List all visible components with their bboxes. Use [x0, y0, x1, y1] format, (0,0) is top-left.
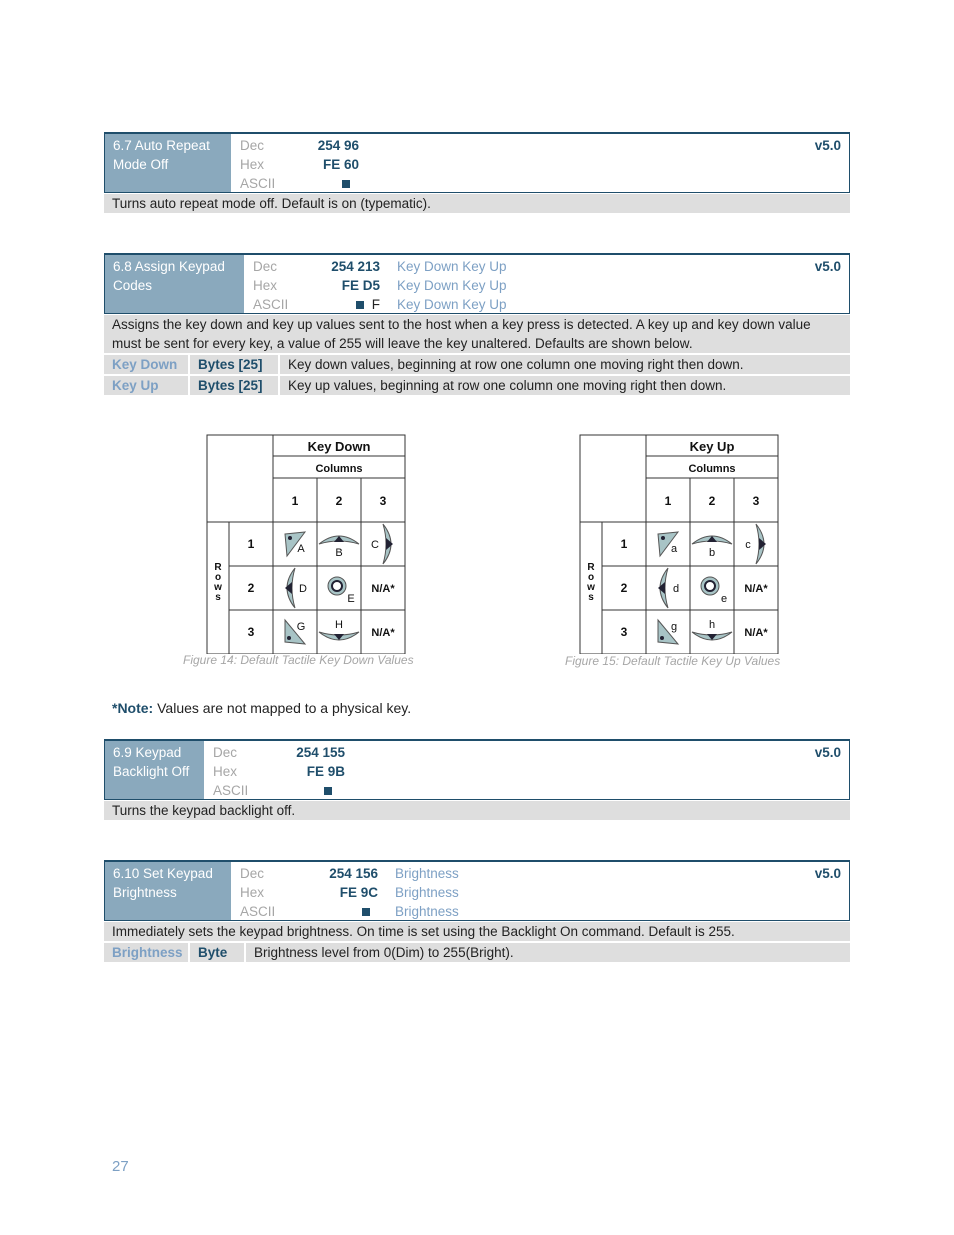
columns-label: Columns [315, 463, 363, 475]
row-number: 1 [620, 537, 628, 551]
rows-label-char: o [587, 572, 595, 583]
version: v5.0 [814, 259, 841, 274]
key-label: b [708, 547, 716, 559]
dec-label: Dec [240, 138, 265, 153]
param-row [104, 355, 850, 374]
param-type: Byte [190, 943, 244, 962]
hex-value: FE 9C [339, 885, 378, 900]
hex-label: Hex [213, 764, 238, 779]
param-desc: Key up values, beginning at row one column one moving right then down. [280, 376, 850, 395]
param-name: Brightness [104, 943, 188, 962]
param-desc: Brightness level from 0(Dim) to 255(Bright). [246, 943, 850, 962]
rows-label-char: R [214, 562, 222, 573]
command-description: Immediately sets the keypad brightness. On time is set using the Backlight On command. Default is 255. [104, 922, 850, 941]
rows-label-char: s [588, 592, 594, 603]
column-number: 1 [291, 494, 299, 508]
key-label: g [670, 621, 678, 633]
row-number: 1 [247, 537, 255, 551]
key-label: B [335, 547, 343, 559]
key-cell [658, 568, 679, 608]
key-label: e [720, 593, 728, 605]
ascii-value [271, 781, 332, 800]
row-number: 3 [620, 625, 628, 639]
hex-label: Hex [240, 885, 265, 900]
figure-caption: Figure 14: Default Tactile Key Down Values [183, 653, 414, 667]
command-title: 6.8 Assign Keypad Codes [105, 255, 244, 313]
dec-value: 254 213 [331, 259, 380, 274]
center-key-ring [705, 581, 715, 591]
rows-label-char: s [215, 592, 221, 603]
command-assign-keypad-codes [104, 253, 850, 395]
column-number: 3 [752, 494, 760, 508]
ascii-value [298, 902, 378, 921]
key-label: N/A* [371, 627, 395, 639]
hex-value: FE D5 [341, 278, 380, 293]
param-name: Key Up [104, 376, 188, 395]
corner-dot-icon [661, 536, 665, 540]
command-description: Turns the keypad backlight off. [104, 801, 850, 820]
params: Key Down Key Up [397, 259, 507, 274]
dec-value: 254 155 [296, 745, 345, 760]
key-cell [658, 620, 678, 644]
key-cell [319, 619, 359, 640]
ascii-value [298, 174, 350, 193]
ascii-value: F [311, 295, 380, 314]
param-type: Bytes [25] [190, 355, 278, 374]
command-title: 6.7 Auto Repeat Mode Off [105, 134, 231, 192]
key-cell [285, 568, 307, 608]
command-set-keypad-brightness [104, 860, 850, 962]
dec-value: 254 156 [329, 866, 378, 881]
param-desc: Key down values, beginning at row one column one moving right then down. [280, 355, 850, 374]
figure-title: Key Up [689, 439, 735, 454]
key-label: a [670, 543, 678, 555]
key-label: h [708, 619, 716, 631]
version: v5.0 [814, 138, 841, 153]
rows-label-char: R [587, 562, 595, 573]
key-label: H [335, 619, 343, 631]
key-cell [692, 619, 732, 640]
key-up-figure [579, 434, 779, 654]
params: Brightness [395, 885, 459, 900]
key-label: G [296, 621, 306, 633]
key-cell [285, 620, 305, 644]
key-down-figure [206, 434, 406, 654]
command-keypad-backlight-off [104, 739, 850, 820]
key-label: E [347, 593, 355, 605]
rows-label-char: w [214, 582, 222, 593]
key-label: d [672, 583, 680, 595]
key-label: D [299, 583, 307, 595]
rows-label-char: o [214, 572, 222, 583]
key-label: N/A* [744, 627, 768, 639]
param-row [104, 376, 850, 395]
params: Key Down Key Up [397, 297, 507, 312]
params: Brightness [395, 866, 459, 881]
param-name: Key Down [104, 355, 188, 374]
ascii-label: ASCII [240, 176, 276, 191]
dec-label: Dec [213, 745, 238, 760]
command-description: Assigns the key down and key up values sent to the host when a key press is detected. A key up and key down value must be sent for every key, a value of 255 will leave the key unaltered. Defaults are shown below. [104, 315, 850, 353]
key-cell [371, 583, 395, 595]
param-row [104, 943, 850, 962]
row-number: 3 [247, 625, 255, 639]
key-cell [285, 532, 305, 556]
hex-label: Hex [240, 157, 265, 172]
command-description: Turns auto repeat mode off. Default is on (typematic). [104, 194, 850, 213]
column-number: 2 [708, 494, 716, 508]
note: *Note: Values are not mapped to a physical key. [112, 700, 412, 716]
key-cell [319, 536, 359, 559]
key-cell [701, 577, 727, 605]
key-cell [744, 583, 768, 595]
command-title: 6.10 Set Keypad Brightness [105, 862, 231, 920]
key-cell [692, 536, 732, 559]
columns-label: Columns [688, 463, 736, 475]
column-number: 2 [335, 494, 343, 508]
ascii-label: ASCII [253, 297, 289, 312]
center-key-ring [332, 581, 342, 591]
key-label: C [371, 539, 379, 551]
command-title: 6.9 Keypad Backlight Off [105, 741, 204, 799]
version: v5.0 [814, 745, 841, 760]
version: v5.0 [814, 866, 841, 881]
corner-dot-icon [660, 636, 664, 640]
hex-value: FE 9B [306, 764, 345, 779]
key-label: N/A* [371, 583, 395, 595]
corner-dot-icon [287, 636, 291, 640]
column-number: 3 [379, 494, 387, 508]
dec-label: Dec [240, 866, 265, 881]
row-number: 2 [247, 581, 255, 595]
key-cell [328, 577, 355, 605]
key-cell [744, 627, 768, 639]
hex-value: FE 60 [322, 157, 359, 172]
param-type: Bytes [25] [190, 376, 278, 395]
figure-caption: Figure 15: Default Tactile Key Up Values [565, 654, 781, 668]
column-number: 1 [664, 494, 672, 508]
key-cell [371, 627, 395, 639]
key-label: N/A* [744, 583, 768, 595]
figure-title: Key Down [307, 439, 371, 454]
rows-label-char: w [587, 582, 595, 593]
dec-value: 254 96 [317, 138, 359, 153]
row-number: 2 [620, 581, 628, 595]
params: Brightness [395, 904, 459, 919]
page-number: 27 [112, 1158, 129, 1175]
key-label: A [297, 543, 305, 555]
corner-dot-icon [288, 536, 292, 540]
key-label: c [745, 539, 751, 551]
hex-label: Hex [253, 278, 278, 293]
command-auto-repeat-off [104, 132, 850, 213]
key-cell [658, 532, 678, 556]
key-cell [745, 524, 766, 564]
ascii-label: ASCII [213, 783, 249, 798]
params: Key Down Key Up [397, 278, 507, 293]
dec-label: Dec [253, 259, 278, 274]
ascii-label: ASCII [240, 904, 276, 919]
key-cell [371, 524, 393, 564]
